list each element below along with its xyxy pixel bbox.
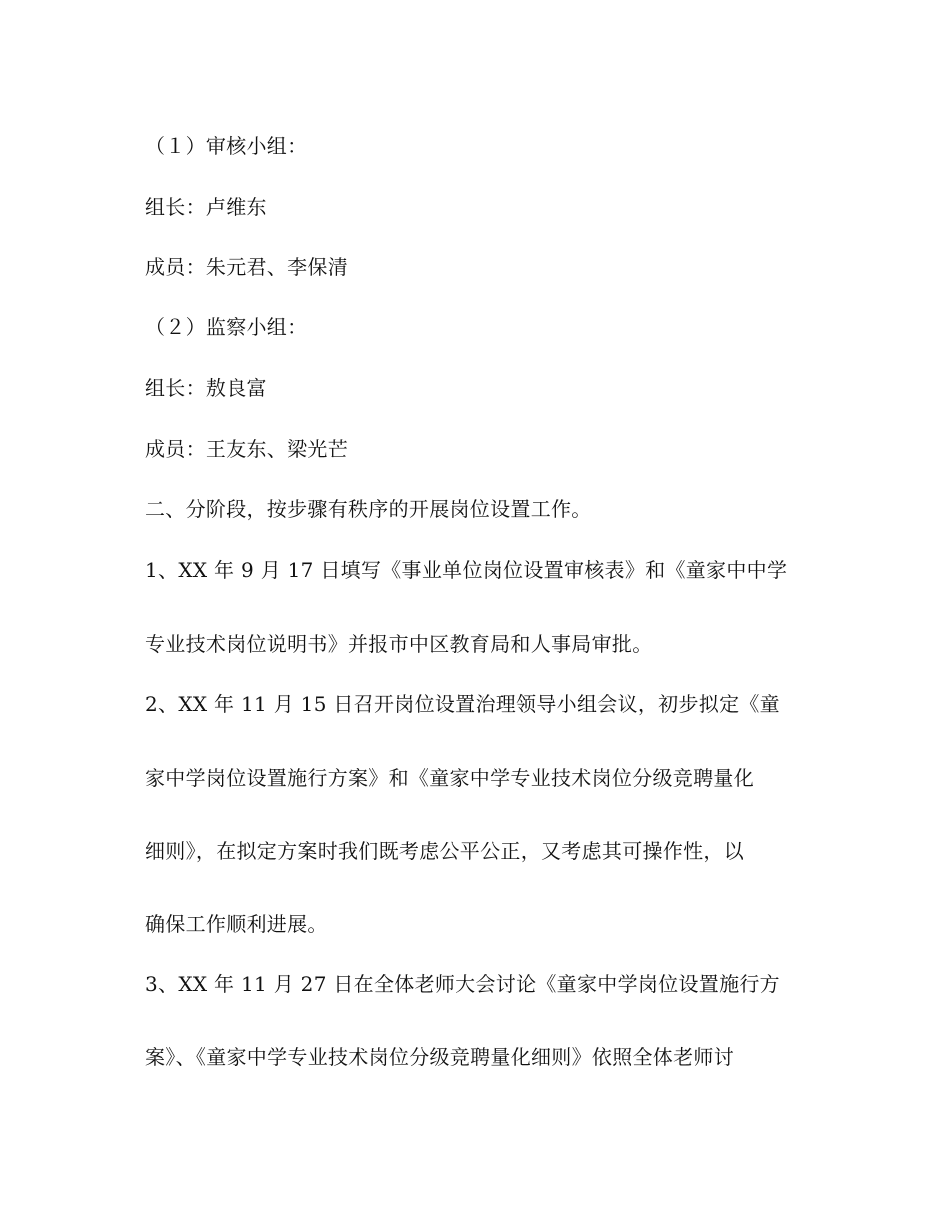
- text-line: 1、XX 年 9 月 17 日填写《事业单位岗位设置审核表》和《童家中中学: [145, 558, 788, 582]
- text-line: （２）监察小组：: [145, 315, 308, 339]
- text-line: 确保工作顺利进展。: [145, 912, 328, 936]
- text-line: 成员：朱元君、李保清: [145, 255, 348, 279]
- text-line: （１）审核小组：: [145, 134, 308, 158]
- text-line: 二、分阶段，按步骤有秩序的开展岗位设置工作。: [145, 497, 592, 521]
- text-line: 3、XX 年 11 月 27 日在全体老师大会讨论《童家中学岗位设置施行方: [145, 972, 780, 996]
- text-line: 家中学岗位设置施行方案》和《童家中学专业技术岗位分级竞聘量化: [145, 766, 754, 790]
- text-line: 专业技术岗位说明书》并报市中区教育局和人事局审批。: [145, 632, 653, 656]
- text-line: 成员：王友东、梁光芒: [145, 437, 348, 461]
- text-line: 2、XX 年 11 月 15 日召开岗位设置治理领导小组会议，初步拟定《童: [145, 692, 780, 716]
- text-line: 细则》，在拟定方案时我们既考虑公平公正，又考虑其可操作性，以: [145, 839, 744, 863]
- text-line: 组长：敖良富: [145, 376, 267, 400]
- text-line: 组长：卢维东: [145, 195, 267, 219]
- text-line: 案》、《童家中学专业技术岗位分级竞聘量化细则》依照全体老师讨: [145, 1045, 734, 1069]
